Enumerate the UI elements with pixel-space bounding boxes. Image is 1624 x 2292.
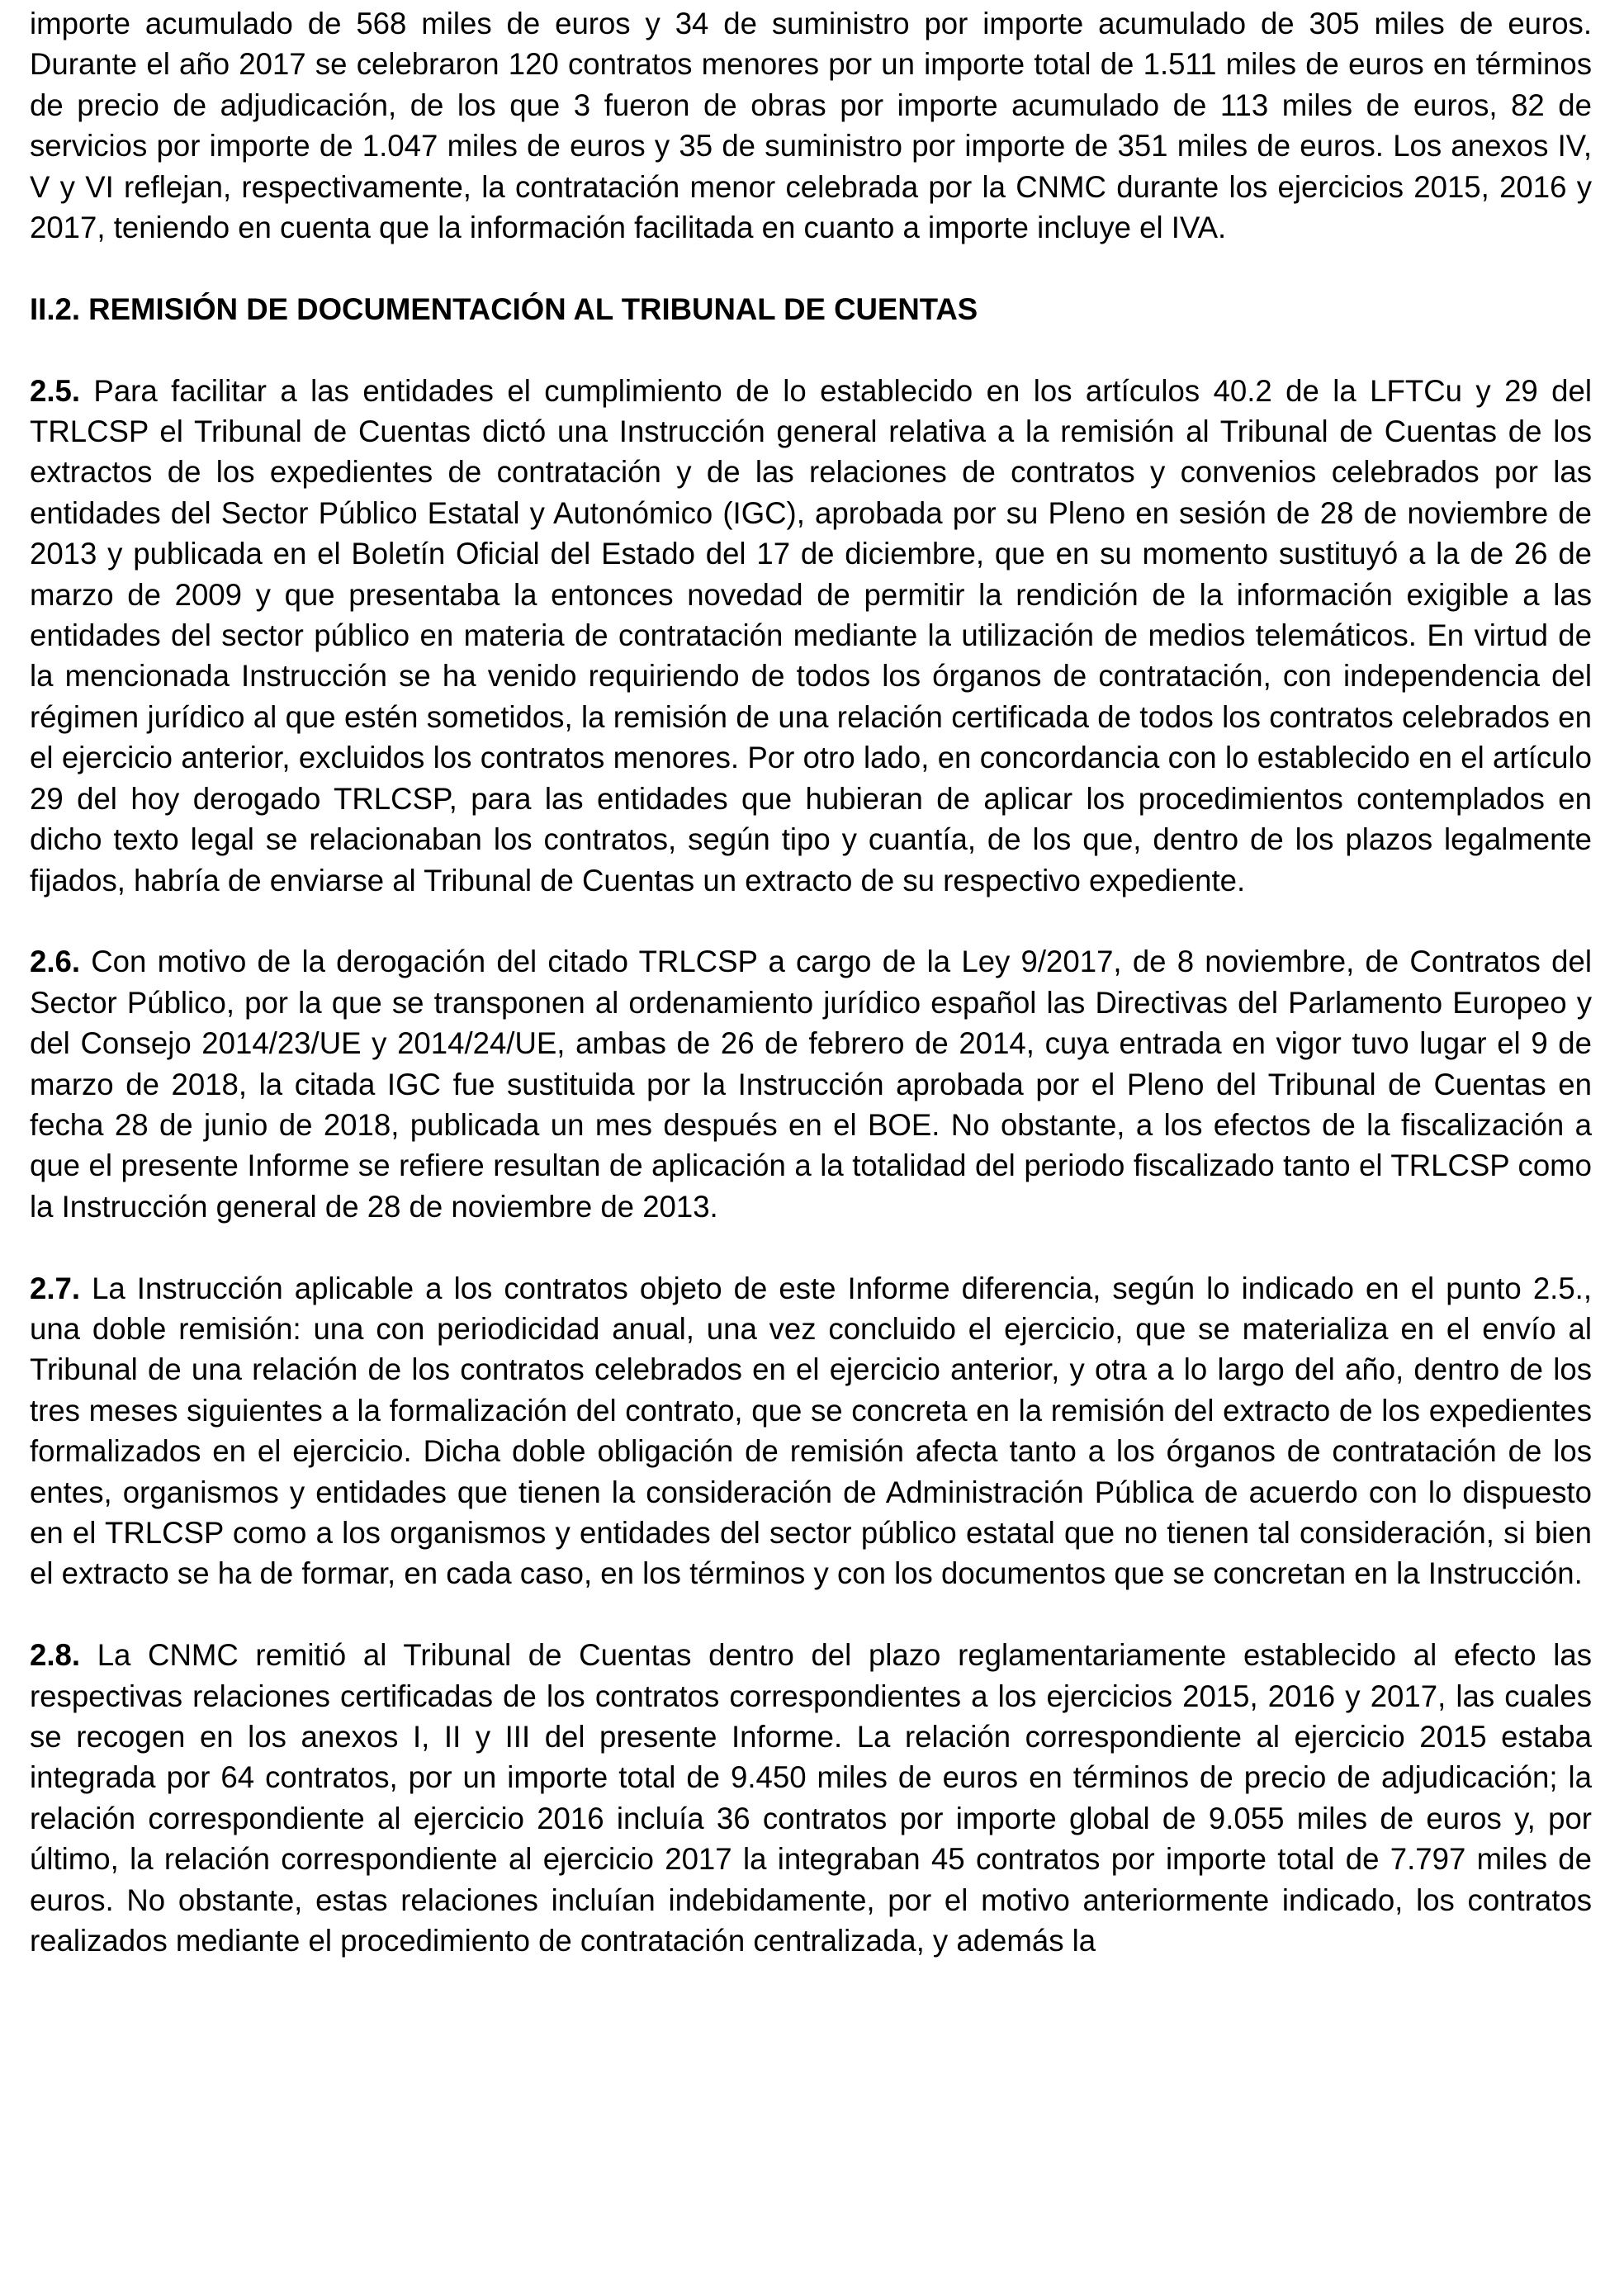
paragraph-number: 2.7. bbox=[30, 1271, 81, 1305]
paragraph-gap bbox=[30, 1227, 1592, 1267]
paragraph-2-5 bbox=[30, 371, 1592, 901]
paragraph-text: La CNMC remitió al Tribunal de Cuentas dentro del plazo reglamentariamente establecido al efecto las respectivas relaciones certificadas de los contratos correspondientes a los ejercicios 2015, 2016 y 2017, las cuales se recogen en los anexos I, II y III del presente Informe. La relación correspondiente al ejercicio 2015 estaba integrada por 64 contratos, por un importe total de 9.450 miles de euros en términos de precio de adjudicación; la relación correspondiente al ejercicio 2016 incluía 36 contratos por importe global de 9.055 miles de euros y, por último, la relación correspondiente al ejercicio 2017 la integraban 45 contratos por importe total de 7.797 miles de euros. No obstante, estas relaciones incluían indebidamente, por el motivo anteriormente indicado, los contratos realizados mediante el procedimiento de contratación centralizada, y además la bbox=[30, 1638, 1592, 1958]
paragraph-gap bbox=[30, 248, 1592, 288]
paragraph-text: Para facilitar a las entidades el cumplimiento de lo establecido en los artículos 40.2 de la LFTCu y 29 del TRLCSP el Tribunal de Cuentas dictó una Instrucción general relativa a la remisión al Tribunal de Cuentas de los extractos de los expedientes de contratación y de las relaciones de contratos y convenios celebrados por las entidades del Sector Público Estatal y Autonómico (IGC), aprobada por su Pleno en sesión de 28 de noviembre de 2013 y publicada en el Boletín Oficial del Estado del 17 de diciembre, que en su momento sustituyó a la de 26 de marzo de 2009 y que presentaba la entonces novedad de permitir la rendición de la información exigible a las entidades del sector público en materia de contratación mediante la utilización de medios telemáticos. En virtud de la mencionada Instrucción se ha venido requiriendo de todos los órganos de contratación, con independencia del régimen jurídico al que estén sometidos, la remisión de una relación certificada de todos los contratos celebrados en el ejercicio anterior, excluidos los contratos menores. Por otro lado, en concordancia con lo establecido en el artículo 29 del hoy derogado TRLCSP, para las entidades que hubieran de aplicar los procedimientos contemplados en dicho texto legal se relacionaban los contratos, según tipo y cuantía, de los que, dentro de los plazos legalmente fijados, habría de enviarse al Tribunal de Cuentas un extracto de su respectivo expediente. bbox=[30, 373, 1592, 897]
paragraph-gap bbox=[30, 329, 1592, 370]
paragraph-text: Con motivo de la derogación del citado TRLCSP a cargo de la Ley 9/2017, de 8 noviembre, de Contratos del Sector Público, por la que se transponen al ordenamiento jurídico español las Directivas del Parlamento Europeo y del Consejo 2014/23/UE y 2014/24/UE, ambas de 26 de febrero de 2014, cuya entrada en vigor tuvo lugar el 9 de marzo de 2018, la citada IGC fue sustituida por la Instrucción aprobada por el Pleno del Tribunal de Cuentas en fecha 28 de junio de 2018, publicada un mes después en el BOE. No obstante, a los efectos de la fiscalización a que el presente Informe se refiere resultan de aplicación a la totalidad del periodo fiscalizado tanto el TRLCSP como la Instrucción general de 28 de noviembre de 2013. bbox=[30, 945, 1592, 1224]
paragraph-2-8 bbox=[30, 1635, 1592, 1961]
paragraph-2-7 bbox=[30, 1268, 1592, 1594]
section-heading: II.2. REMISIÓN DE DOCUMENTACIÓN AL TRIBUNAL DE CUENTAS bbox=[30, 291, 978, 326]
paragraph-intro: importe acumulado de 568 miles de euros y 34 de suministro por importe acumulado de 305 miles de euros. Durante el año 2017 se celebraron 120 contratos menores por un importe total de 1.511 miles de euros en términos de precio de adjudicación, de los que 3 fueron de obras por importe acumulado de 113 miles de euros, 82 de servicios por importe de 1.047 miles de euros y 35 de suministro por importe de 351 miles de euros. Los anexos IV, V y VI reflejan, respectivamente, la contratación menor celebrada por la CNMC durante los ejercicios 2015, 2016 y 2017, teniendo en cuenta que la información facilitada en cuanto a importe incluye el IVA. bbox=[30, 7, 1592, 245]
paragraph-number: 2.5. bbox=[30, 373, 81, 408]
paragraph-gap bbox=[30, 901, 1592, 941]
paragraph-text: La Instrucción aplicable a los contratos objeto de este Informe diferencia, según lo indicado en el punto 2.5., una doble remisión: una con periodicidad anual, una vez concluido el ejercicio, que se materializa en el envío al Tribunal de una relación de los contratos celebrados en el ejercicio anterior, y otra a lo largo del año, dentro de los tres meses siguientes a la formalización del contrato, que se concreta en la remisión del extracto de los expedientes formalizados en el ejercicio. Dicha doble obligación de remisión afecta tanto a los órganos de contratación de los entes, organismos y entidades que tienen la consideración de Administración Pública de acuerdo con lo dispuesto en el TRLCSP como a los organismos y entidades del sector público estatal que no tienen tal consideración, si bien el extracto se ha de formar, en cada caso, en los términos y con los documentos que se concretan en la Instrucción. bbox=[30, 1271, 1592, 1591]
paragraph-number: 2.8. bbox=[30, 1638, 81, 1673]
paragraph-number: 2.6. bbox=[30, 945, 81, 979]
paragraph-gap bbox=[30, 1594, 1592, 1635]
document-page bbox=[30, 3, 1592, 1961]
paragraph-2-6 bbox=[30, 941, 1592, 1227]
